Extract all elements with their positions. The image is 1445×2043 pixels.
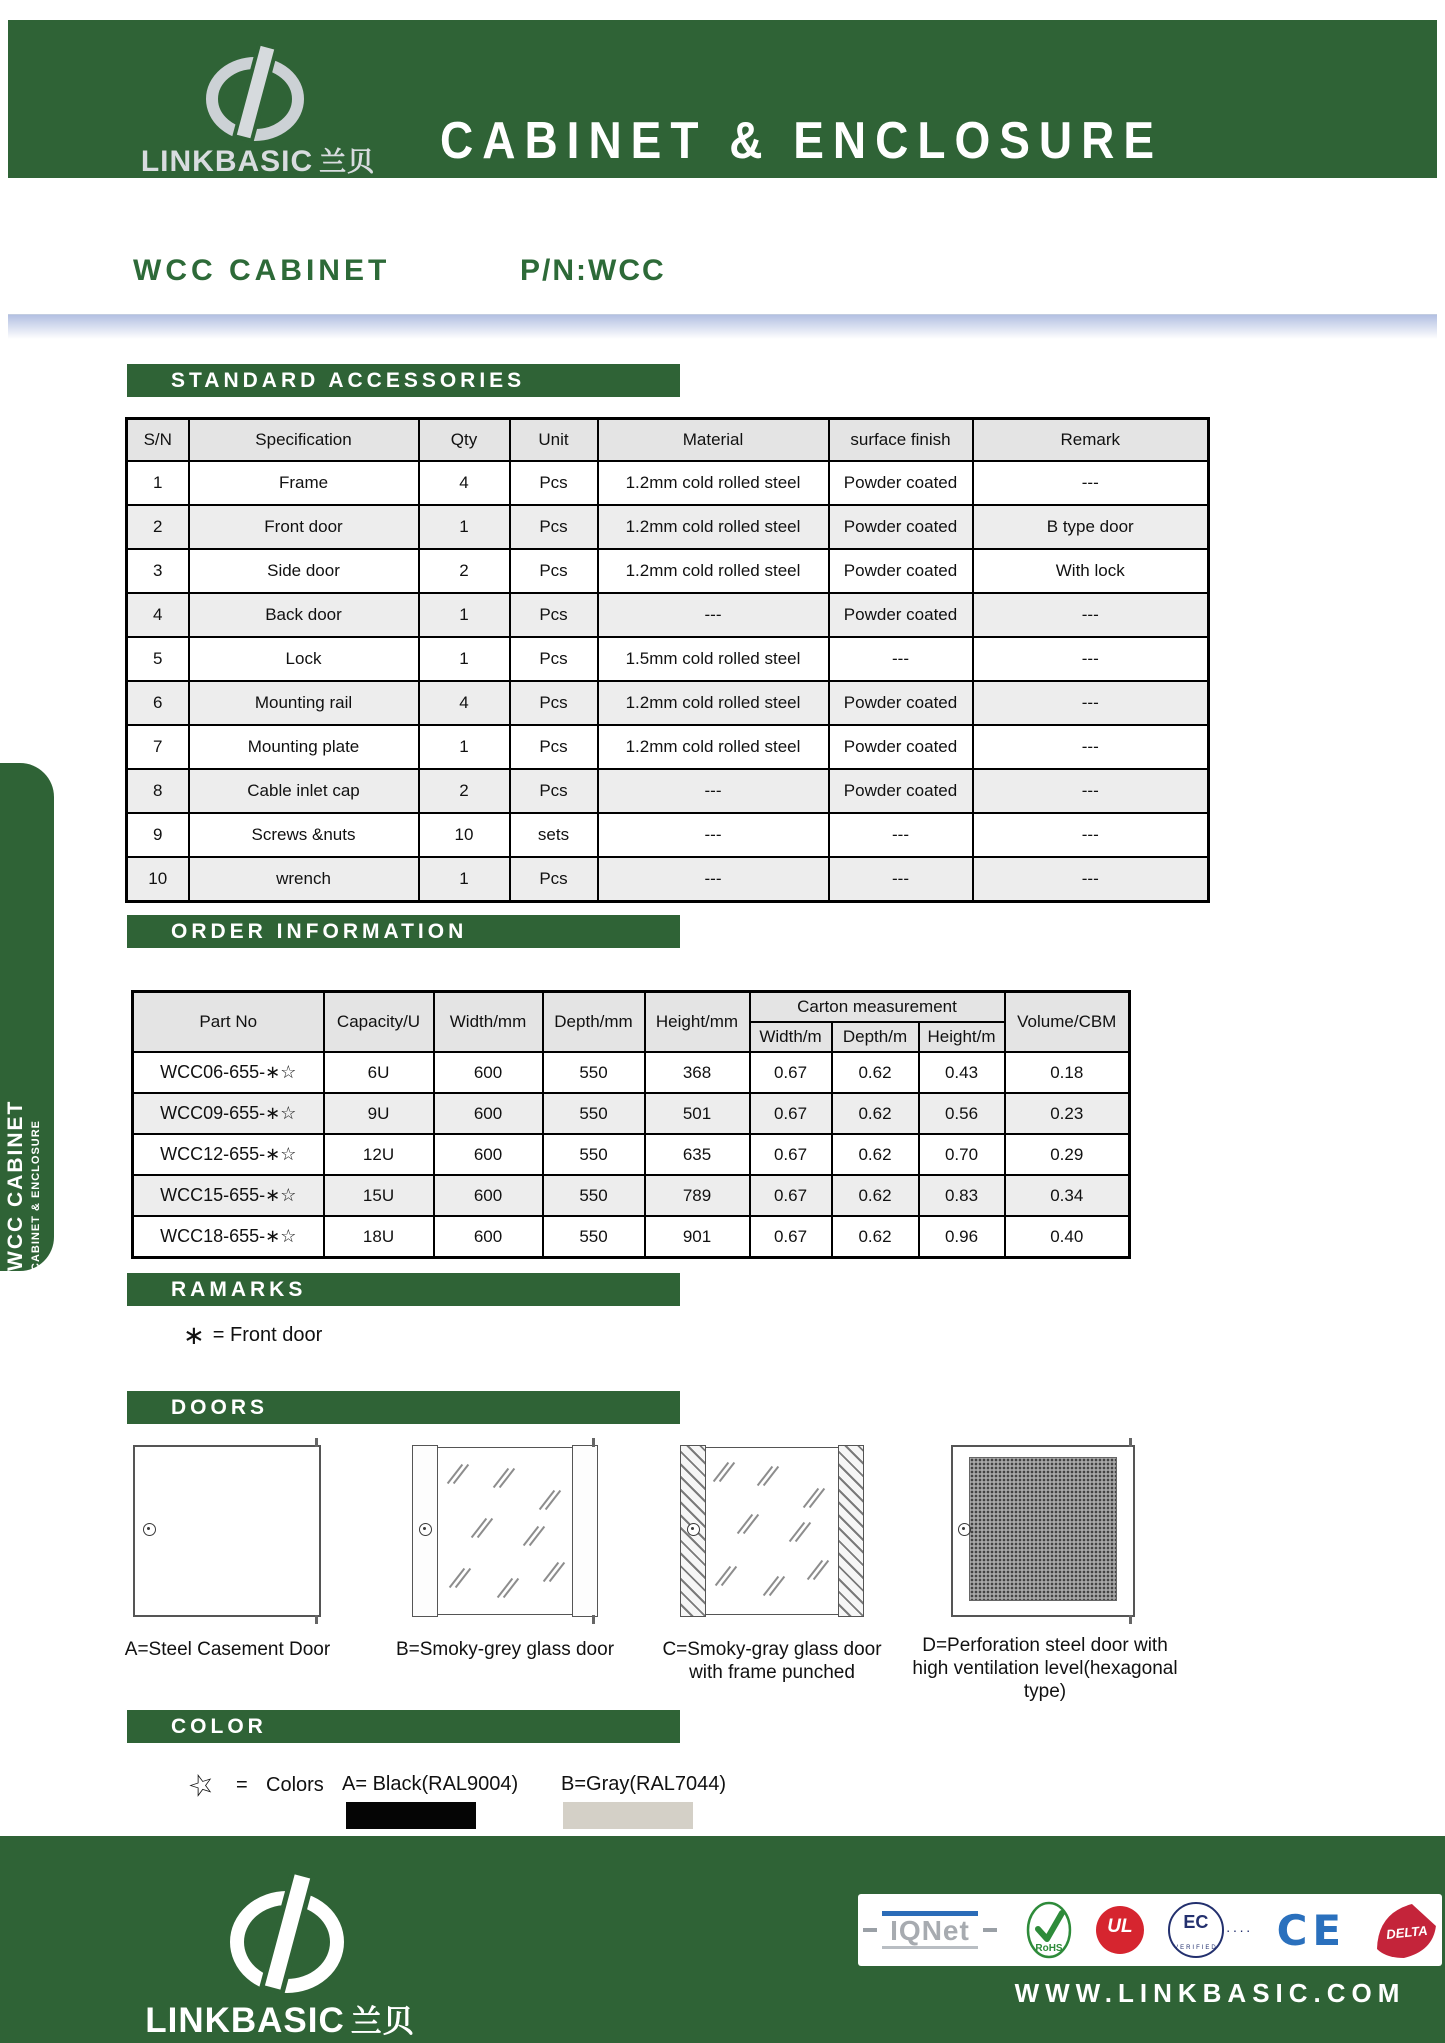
color-b-swatch: [563, 1802, 693, 1829]
cert-ec-logo: [1168, 1902, 1253, 1958]
door-side-strip: [572, 1445, 598, 1617]
col-capacity: Capacity/U: [324, 992, 434, 1053]
door-caption-b: B=Smoky-grey glass door: [395, 1639, 615, 1660]
iqnet-subline: [882, 1946, 978, 1949]
col-material: Material: [598, 419, 829, 462]
brand-name: LINKBASIC: [140, 145, 314, 178]
footer-brand-logo-icon: [205, 1870, 375, 1996]
sidebar-tab: [0, 763, 54, 1271]
color-b-label: B=Gray(RAL7044): [561, 1773, 727, 1795]
glass-shine: [542, 1488, 558, 1512]
table-row: 2 Front door 1 Pcs 1.2mm cold rolled steel Powder coated B type door: [127, 505, 1209, 549]
lock-icon: [419, 1523, 432, 1536]
door-panel: [133, 1445, 321, 1617]
glass-shine: [474, 1516, 490, 1540]
sidebar-title: WCC CABINET: [4, 1099, 27, 1271]
col-width-mm: Width/mm: [434, 992, 543, 1053]
col-volume-cbm: Volume/CBM: [1005, 992, 1130, 1053]
header-banner: [8, 20, 1437, 178]
door-c-glass-frame-punched: [680, 1445, 864, 1617]
website-url: WWW.LINKBASIC.COM: [1014, 1978, 1406, 2008]
door-a-steel-casement: [133, 1445, 321, 1617]
remarks-note-text: = Front door: [212, 1324, 323, 1346]
hinge-mark: [315, 1615, 318, 1624]
ec-dots: ····: [1225, 1922, 1253, 1938]
ec-verified-label: VERIFIED: [1174, 1945, 1218, 1951]
glass-shine: [810, 1558, 826, 1582]
table-row: 4 Back door 1 Pcs --- Powder coated ---: [127, 593, 1209, 637]
brand-name-cn: 兰贝: [319, 147, 376, 177]
glass-shine: [546, 1560, 562, 1584]
door-b-glass: [412, 1445, 598, 1617]
lock-icon: [687, 1523, 700, 1536]
door-side-strip-punched: [838, 1445, 864, 1617]
delta-label: DELTA: [1385, 1922, 1429, 1943]
door-d-perforated: [951, 1445, 1135, 1617]
section-order-information: ORDER INFORMATION: [127, 915, 680, 948]
accessories-header-row: [127, 419, 1209, 462]
glass-shine: [450, 1462, 466, 1486]
col-height-mm: Height/mm: [645, 992, 750, 1053]
col-qty: Qty: [419, 419, 510, 462]
glass-shine: [718, 1564, 734, 1588]
equals-sign: =: [236, 1774, 248, 1796]
table-row: 5 Lock 1 Pcs 1.5mm cold rolled steel --- ---: [127, 637, 1209, 681]
ul-label: UL: [1107, 1916, 1133, 1937]
hinge-mark: [592, 1438, 595, 1447]
divider-gradient: [8, 315, 1437, 339]
section-color: COLOR: [127, 1710, 680, 1743]
section-standard-accessories: STANDARD ACCESSORIES: [127, 364, 680, 397]
brand-name: LINKBASIC: [145, 2001, 345, 2040]
product-bar: [8, 178, 1437, 315]
table-row: WCC12-655-∗☆ 12U 600 550 635 0.67 0.62 0.70 0.29: [133, 1134, 1130, 1175]
brand-name-cn: 兰贝: [350, 2004, 415, 2039]
asterisk-symbol: ∗: [183, 1320, 205, 1350]
glass-shine: [766, 1574, 782, 1598]
footer-banner: [0, 1836, 1445, 2043]
table-row: 7 Mounting plate 1 Pcs 1.2mm cold rolled steel Powder coated ---: [127, 725, 1209, 769]
col-carton-measurement: Carton measurement: [750, 992, 1005, 1023]
glass-shine: [740, 1512, 756, 1536]
rohs-label: RoHS: [1035, 1942, 1063, 1954]
table-row: 3 Side door 2 Pcs 1.2mm cold rolled steel Powder coated With lock: [127, 549, 1209, 593]
glass-pane: [438, 1447, 572, 1615]
door-caption-a: A=Steel Casement Door: [124, 1639, 331, 1660]
hinge-mark: [315, 1438, 318, 1447]
col-sn: S/N: [127, 419, 189, 462]
glass-shine: [792, 1520, 808, 1544]
dash-mark: [983, 1928, 997, 1932]
certification-strip: [858, 1894, 1442, 1966]
star-icon: ☆: [183, 1765, 220, 1806]
door-caption-c: C=Smoky-gray glass door with frame punched: [662, 1639, 882, 1683]
lock-icon: [958, 1523, 971, 1536]
col-part-no: Part No: [133, 992, 324, 1053]
glass-shine: [496, 1466, 512, 1490]
glass-shine: [760, 1464, 776, 1488]
col-carton-depth: Depth/m: [832, 1022, 919, 1052]
col-specification: Specification: [189, 419, 419, 462]
col-unit: Unit: [510, 419, 598, 462]
table-row: 9 Screws &nuts 10 sets --- --- ---: [127, 813, 1209, 857]
table-row: WCC06-655-∗☆ 6U 600 550 368 0.67 0.62 0.43 0.18: [133, 1052, 1130, 1093]
col-carton-height: Height/m: [919, 1022, 1005, 1052]
brand-logo-icon: [198, 42, 318, 142]
ec-label: EC: [1183, 1912, 1209, 1932]
glass-shine: [500, 1576, 516, 1600]
hinge-mark: [1129, 1438, 1132, 1447]
table-row: WCC09-655-∗☆ 9U 600 550 501 0.67 0.62 0.56 0.23: [133, 1093, 1130, 1134]
hinge-mark: [1129, 1615, 1132, 1624]
door-caption-d: D=Perforation steel door with high ventilation level(hexagonal type): [912, 1635, 1178, 1702]
page-title: CABINET & ENCLOSURE: [440, 111, 1164, 170]
order-table: [131, 990, 1131, 1259]
product-part-number: P/N:WCC: [520, 254, 666, 287]
product-name: WCC CABINET: [133, 254, 391, 287]
table-row: 1 Frame 4 Pcs 1.2mm cold rolled steel Powder coated ---: [127, 461, 1209, 505]
accessories-table: [125, 417, 1210, 903]
glass-shine: [452, 1566, 468, 1590]
col-surface-finish: surface finish: [829, 419, 973, 462]
table-row: WCC15-655-∗☆ 15U 600 550 789 0.67 0.62 0.83 0.34: [133, 1175, 1130, 1216]
table-row: 6 Mounting rail 4 Pcs 1.2mm cold rolled steel Powder coated ---: [127, 681, 1209, 725]
col-depth-mm: Depth/mm: [543, 992, 645, 1053]
glass-shine: [716, 1460, 732, 1484]
glass-pane: [706, 1447, 838, 1615]
col-remark: Remark: [973, 419, 1209, 462]
hinge-mark: [592, 1615, 595, 1624]
perforation-mesh: [969, 1457, 1117, 1601]
col-carton-width: Width/m: [750, 1022, 832, 1052]
dash-mark: [863, 1928, 877, 1932]
table-row: 10 wrench 1 Pcs --- --- ---: [127, 857, 1209, 902]
section-doors: DOORS: [127, 1391, 680, 1424]
color-a-label: A= Black(RAL9004): [342, 1773, 519, 1795]
color-a-swatch: [346, 1802, 476, 1829]
lock-icon: [143, 1523, 156, 1536]
footer-brand-wordmark: [110, 1996, 450, 2041]
order-header-row: [133, 992, 1130, 1023]
brand-wordmark: [98, 140, 418, 179]
glass-shine: [806, 1486, 822, 1510]
cert-ce-logo: CE: [1276, 1905, 1347, 1955]
color-legend-label: Colors: [266, 1774, 324, 1796]
section-remarks: RAMARKS: [127, 1273, 680, 1306]
iqnet-label: IQNet: [890, 1915, 970, 1946]
cert-iqnet-logo: [858, 1911, 1002, 1949]
remarks-note: [183, 1320, 322, 1351]
cert-rohs-logo: [1026, 1901, 1072, 1959]
sidebar-subtitle: CABINET & ENCLOSURE: [30, 1119, 42, 1271]
cert-delta-logo: [1370, 1899, 1442, 1961]
cert-ul-logo: [1096, 1906, 1144, 1954]
table-row: 8 Cable inlet cap 2 Pcs --- Powder coated ---: [127, 769, 1209, 813]
table-row: WCC18-655-∗☆ 18U 600 550 901 0.67 0.62 0.96 0.40: [133, 1216, 1130, 1258]
glass-shine: [526, 1524, 542, 1548]
